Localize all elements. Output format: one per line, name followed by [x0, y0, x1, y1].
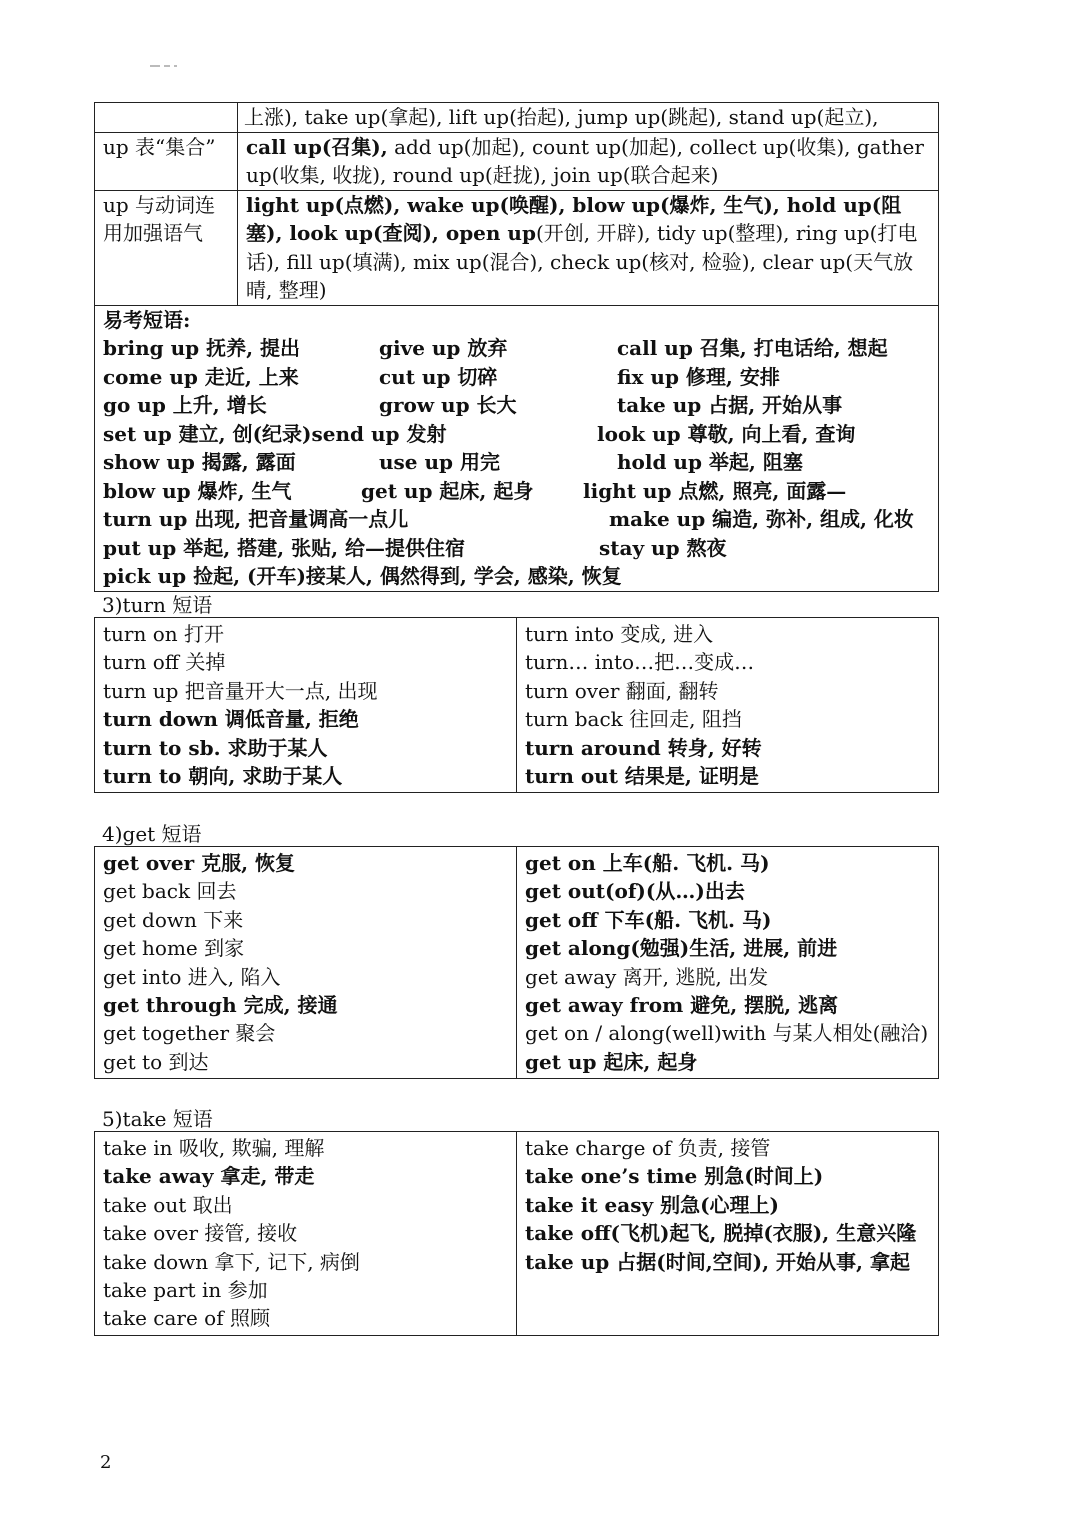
phrase-entry — [103, 1248, 508, 1276]
phrase-english: take part in — [103, 1278, 222, 1303]
phrase-entry — [103, 1134, 508, 1162]
phrase-meaning: 拿走, 带走 — [213, 1164, 315, 1189]
phrase-meaning: 别急(心理上) — [653, 1192, 779, 1217]
phrase-entry — [525, 1048, 930, 1076]
page-number: 2 — [100, 1452, 112, 1473]
phrase-english: get away from — [525, 993, 684, 1018]
phrase-entry — [103, 1048, 508, 1076]
exam-phrase-grid — [103, 334, 930, 591]
phrase-english: get through — [103, 993, 237, 1018]
row-label — [95, 103, 238, 133]
exam-phrase: fix up 修理, 安排 — [617, 364, 780, 389]
take-phrases-table — [94, 1131, 939, 1336]
phrase-entry — [525, 734, 930, 762]
exam-row — [103, 391, 930, 420]
phrase-english: take one’s time — [525, 1164, 698, 1189]
exam-phrase: cut up 切碎 — [379, 364, 498, 389]
phrase-entry — [103, 1019, 508, 1047]
phrase-meaning: 把音量开大一点, 出现 — [178, 678, 378, 703]
row-content — [238, 190, 939, 305]
phrase-meaning: 下来 — [196, 907, 244, 932]
phrase-english: turn… into… — [525, 650, 655, 675]
phrase-entry — [103, 849, 508, 877]
get-left-column — [95, 847, 517, 1079]
exam-phrase: get up 起床, 起身 — [361, 478, 534, 503]
up-phrases-table — [94, 102, 939, 592]
exam-row — [103, 448, 930, 477]
phrase-english: take out — [103, 1192, 187, 1217]
phrase-english: get to — [103, 1049, 163, 1074]
phrase-meaning: 接管, 接收 — [198, 1221, 298, 1246]
phrase-meaning: 上车(船. 飞机. 马) — [595, 851, 770, 875]
phrase-meaning: 出去 — [704, 879, 745, 904]
phrase-english: get along(勉强) — [525, 936, 690, 961]
phrase-entry — [103, 762, 508, 790]
phrase-english: take down — [103, 1249, 209, 1274]
phrase-meaning: 参加 — [221, 1278, 268, 1303]
phrase-english: turn down — [103, 707, 218, 732]
phrase-meaning: 负责, 接管 — [671, 1136, 771, 1160]
phrase-english: get together — [103, 1021, 230, 1046]
phrase-meaning: 把…变成… — [654, 650, 755, 675]
phrase-english: turn into — [525, 622, 615, 646]
phrase-entry — [103, 620, 508, 648]
phrase-meaning: 占据(时间,空间), 开始从事, 拿起 — [609, 1249, 910, 1274]
exam-phrase: blow up 爆炸, 生气 — [103, 478, 292, 503]
phrase-entry — [525, 1162, 930, 1190]
phrase-entry — [103, 1304, 508, 1332]
phrase-meaning: 聚会 — [229, 1021, 276, 1046]
scan-artifact — [150, 52, 190, 60]
phrase-meaning: 打开 — [177, 622, 224, 646]
phrase-meaning: 克服, 恢复 — [194, 851, 296, 875]
phrase-meaning: 到家 — [197, 936, 245, 961]
phrase-entry — [103, 991, 508, 1019]
phrase-meaning: 求助于某人 — [220, 735, 328, 760]
exam-phrases-cell — [95, 305, 939, 591]
phrase-english: get up — [525, 1049, 597, 1074]
phrase-english: take over — [103, 1221, 199, 1246]
row-content — [238, 132, 939, 190]
up-row-emphasis — [95, 190, 939, 305]
turn-right-column — [517, 618, 939, 793]
exam-phrase: take up 占据, 开始从事 — [617, 393, 843, 417]
phrase-english: get home — [103, 936, 198, 961]
phrase-meaning: 完成, 接通 — [236, 993, 338, 1018]
phrase-meaning: 朝向, 求助于某人 — [181, 764, 343, 789]
up-row-gather — [95, 132, 939, 190]
phrase-english: turn on — [103, 622, 178, 646]
exam-phrase: pick up 捡起, (开车)接某人, 偶然得到, 学会, 感染, 恢复 — [103, 564, 622, 588]
phrase-entry — [103, 906, 508, 934]
phrase-english: get over — [103, 851, 195, 875]
phrase-entry — [525, 620, 930, 648]
phrase-english: get off — [525, 907, 598, 932]
phrase-entry — [525, 906, 930, 934]
exam-phrase: use up 用完 — [379, 450, 500, 474]
turn-phrases-table — [94, 617, 939, 793]
exam-phrase: make up 编造, 弥补, 组成, 化妆 — [609, 507, 914, 531]
phrase-entry — [103, 1219, 508, 1247]
exam-phrase: turn up 出现, 把音量调高一点儿 — [103, 507, 409, 531]
bold-phrase: light up(点燃), wake up(唤醒), blow up(爆炸, 生气), hold up(阻塞), look up(查阅), open up — [246, 192, 902, 245]
phrase-entry — [103, 877, 508, 905]
phrase-entry — [525, 1134, 930, 1162]
exam-phrase: give up 放弃 — [379, 336, 508, 360]
phrase-meaning: 往回走, 阻挡 — [622, 707, 742, 732]
phrase-meaning: 到达 — [162, 1049, 209, 1074]
phrase-meaning: 翻面, 翻转 — [619, 678, 719, 703]
row-content: 上涨), take up(拿起), lift up(抬起), jump up(跳起), stand up(起立), — [238, 103, 939, 133]
phrase-english: take up — [525, 1249, 610, 1274]
phrase-entry — [525, 1248, 930, 1276]
exam-phrase: call up 召集, 打电话给, 想起 — [617, 336, 888, 360]
exam-phrase: come up 走近, 上来 — [103, 364, 299, 389]
phrase-english: get down — [103, 907, 197, 932]
phrase-entry — [103, 734, 508, 762]
phrase-entry — [103, 648, 508, 676]
phrase-english: turn around — [525, 735, 661, 760]
phrase-english: get back — [103, 879, 191, 904]
phrase-entry — [525, 1191, 930, 1219]
phrase-english: take charge of — [525, 1136, 672, 1160]
exam-title: 易考短语: — [103, 307, 191, 332]
phrase-entry — [103, 963, 508, 991]
phrase-meaning: 照顾 — [223, 1306, 270, 1331]
exam-row — [103, 505, 930, 534]
phrase-entry — [103, 1276, 508, 1304]
phrase-meaning: 结果是, 证明是 — [617, 764, 759, 789]
phrase-entry — [103, 934, 508, 962]
phrase-meaning: 避免, 摆脱, 逃离 — [683, 993, 839, 1018]
phrase-english: get into — [103, 964, 182, 989]
phrase-meaning: 进入, 陷入 — [181, 964, 281, 989]
take-right-column — [517, 1132, 939, 1336]
phrase-meaning: 回去 — [190, 879, 237, 904]
phrase-meaning: 下车(船. 飞机. 马) — [597, 907, 772, 932]
exam-row — [103, 334, 930, 363]
phrase-entry — [103, 1191, 508, 1219]
phrase-english: turn off — [103, 650, 179, 675]
phrase-entry — [525, 877, 930, 905]
phrase-text: add up(加起), count up(加起), collect up(收集), gather up(收集, 收拢), round up(赶拢), join up(联合起来) — [246, 134, 924, 187]
phrase-english: get out(of)(从…) — [525, 879, 705, 904]
exam-row — [103, 534, 930, 563]
phrase-meaning: 调低音量, 拒绝 — [217, 707, 359, 732]
exam-phrase: stay up 熬夜 — [599, 535, 727, 560]
phrase-english: get on / along(well)with — [525, 1021, 767, 1046]
phrase-entry — [525, 934, 930, 962]
row-label: up 表“集合” — [95, 132, 238, 190]
phrase-meaning: 拿下, 记下, 病倒 — [208, 1249, 360, 1274]
phrase-entry — [525, 991, 930, 1019]
phrase-meaning: 转身, 好转 — [660, 735, 762, 760]
get-right-column — [517, 847, 939, 1079]
phrase-meaning: 离开, 逃脱, 出发 — [616, 964, 769, 989]
phrase-entry — [103, 705, 508, 733]
exam-phrase: hold up 举起, 阻塞 — [617, 450, 803, 474]
phrase-entry — [525, 677, 930, 705]
phrase-meaning: 取出 — [186, 1192, 233, 1217]
exam-row — [103, 562, 930, 591]
take-section-title: 5)take 短语 — [102, 1107, 213, 1131]
row-label: up 与动词连用加强语气 — [95, 190, 238, 305]
phrase-english: turn back — [525, 707, 623, 732]
phrase-english: get on — [525, 851, 596, 875]
turn-section-title: 3)turn 短语 — [102, 593, 213, 617]
exam-phrase: set up 建立, 创(纪录)send up 发射 — [103, 421, 447, 446]
phrase-entry — [525, 1019, 930, 1047]
phrase-meaning: 关掉 — [178, 650, 226, 675]
phrase-english: turn over — [525, 678, 620, 703]
up-row-continued — [95, 103, 939, 133]
phrase-text: (开创, 开辟), tidy up(整理), ring up(打电话), fill up(填满), mix up(混合), check up(核对, 检验), clear up(天气放晴, 整理) — [246, 221, 918, 302]
up-row-exam — [95, 305, 939, 591]
phrase-english: turn to sb. — [103, 735, 221, 760]
bold-phrase: call up(召集), — [246, 134, 388, 159]
phrase-meaning: 生活, 进展, 前进 — [689, 936, 838, 961]
exam-phrase: look up 尊敬, 向上看, 查询 — [597, 421, 856, 446]
take-left-column — [95, 1132, 517, 1336]
exam-row — [103, 420, 930, 449]
phrase-english: take off(飞机)起飞, 脱掉(衣服), 生意兴隆 — [525, 1221, 917, 1246]
exam-phrase: grow up 长大 — [379, 393, 517, 417]
exam-phrase: show up 揭露, 露面 — [103, 450, 296, 474]
phrase-english: take in — [103, 1136, 173, 1160]
get-section-title: 4)get 短语 — [102, 822, 202, 846]
phrase-english: take care of — [103, 1306, 224, 1331]
turn-left-column — [95, 618, 517, 793]
exam-phrase: light up 点燃, 照亮, 面露— — [583, 478, 847, 503]
exam-row — [103, 363, 930, 392]
phrase-english: turn up — [103, 678, 179, 703]
exam-phrase: put up 举起, 搭建, 张贴, 给—提供住宿 — [103, 535, 465, 560]
phrase-english: take it easy — [525, 1192, 654, 1217]
phrase-english: take away — [103, 1164, 214, 1189]
exam-row — [103, 477, 930, 506]
phrase-meaning: 别急(时间上) — [697, 1164, 824, 1189]
phrase-entry — [525, 762, 930, 790]
exam-phrase: go up 上升, 增长 — [103, 393, 267, 417]
phrase-entry — [525, 849, 930, 877]
exam-phrase: bring up 抚养, 提出 — [103, 336, 301, 360]
phrase-entry — [525, 1219, 930, 1247]
phrase-entry — [103, 677, 508, 705]
phrase-entry — [103, 1162, 508, 1190]
phrase-entry — [525, 648, 930, 676]
phrase-entry — [525, 705, 930, 733]
phrase-english: turn out — [525, 764, 618, 789]
phrase-meaning: 变成, 进入 — [614, 622, 714, 646]
get-phrases-table — [94, 846, 939, 1079]
phrase-english: turn to — [103, 764, 182, 789]
phrase-entry — [525, 963, 930, 991]
phrase-meaning: 吸收, 欺骗, 理解 — [172, 1136, 325, 1160]
phrase-meaning: 与某人相处(融洽) — [766, 1021, 929, 1046]
phrase-english: get away — [525, 964, 617, 989]
phrase-meaning: 起床, 起身 — [596, 1049, 698, 1074]
